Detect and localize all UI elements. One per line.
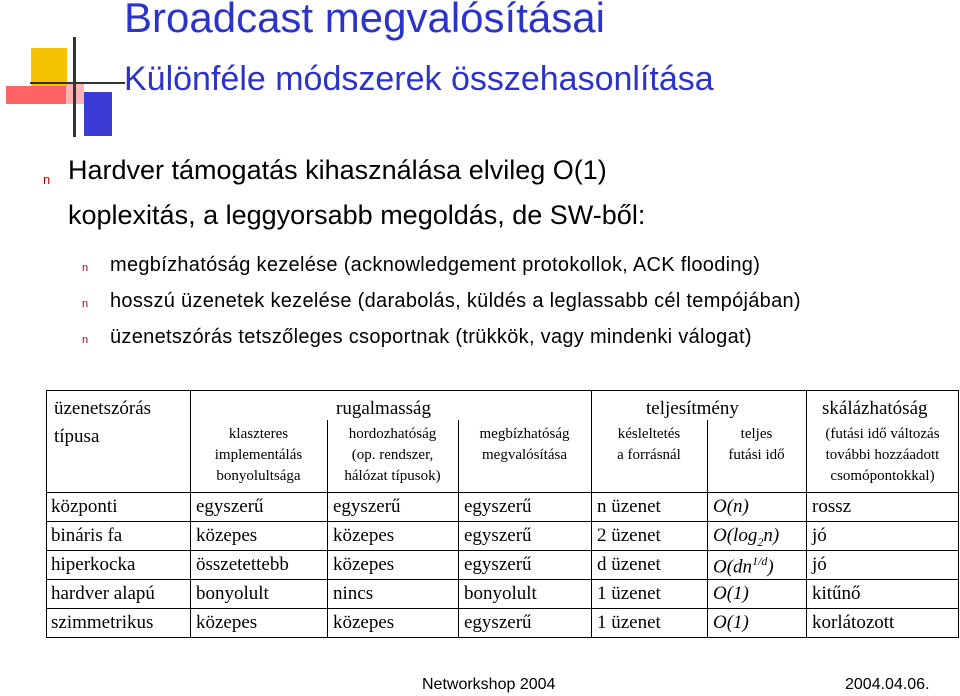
cell-skala: jó: [812, 525, 827, 546]
table-rule: [46, 608, 959, 609]
sub-header-line: késleltetés: [617, 426, 681, 442]
cell-hordozhatosag: egyszerű: [333, 496, 401, 517]
cell-megbizhatosag: egyszerű: [464, 496, 532, 517]
sub-header-line: további hozzáadott: [825, 447, 940, 463]
sub-header-line: megbízhatóság: [479, 426, 570, 442]
table-rule-top: [46, 390, 959, 391]
sub-point: hosszú üzenetek kezelése (darabolás, küldés a leglassabb cél tempójában): [110, 290, 801, 312]
cell-megbizhatosag: bonyolult: [464, 583, 537, 604]
sub-header-line: teljes: [740, 426, 773, 442]
logo-vertical-line: [73, 37, 76, 137]
futasi-end: n): [763, 525, 780, 546]
cell-kesleltetes: 2 üzenet: [597, 525, 661, 546]
table-rule-bottom: [46, 637, 959, 638]
table-rule: [46, 550, 959, 551]
cell-hordozhatosag: közepes: [333, 554, 395, 575]
cell-kesleltetes: 1 üzenet: [597, 612, 661, 633]
comparison-table: [46, 390, 959, 638]
sub-header-line: csomópontokkal): [830, 468, 935, 484]
futasi-end: ): [767, 556, 774, 578]
table-rule-header: [46, 492, 959, 493]
cell-skala: rossz: [812, 496, 852, 517]
cell-megbizhatosag: egyszerű: [464, 525, 532, 546]
sub-header-line: a forrásnál: [617, 447, 681, 463]
sub-point: üzenetszórás tetszőleges csoportnak (trükkök, vagy mindenki válogat): [110, 326, 752, 348]
sub-bullet-icon: n: [82, 334, 89, 346]
logo-blue-square: [84, 92, 112, 136]
bullet-icon: n: [43, 172, 51, 187]
cell-kesleltetes: n üzenet: [597, 496, 661, 517]
sub-point: megbízhatóság kezelése (acknowledgement protokollok, ACK flooding): [110, 254, 761, 276]
sub-header-line: hordozhatóság: [348, 426, 437, 442]
sub-header-line: implementálás: [214, 447, 303, 463]
footer-date: 2004.04.06.: [845, 676, 930, 693]
cell-type: szimmetrikus: [51, 612, 154, 633]
logo-horizontal-line: [30, 82, 125, 84]
main-point-line2: koplexitás, a leggyorsabb megoldás, de SW-ből:: [68, 200, 646, 230]
cell-klaszteres: közepes: [196, 525, 258, 546]
cell-klaszteres: közepes: [196, 612, 258, 633]
sub-header-teljes: [707, 424, 806, 466]
sub-header-megbizhatosag: [458, 424, 591, 466]
logo-yellow-square: [31, 48, 67, 86]
cell-type: központi: [51, 496, 118, 517]
cell-klaszteres: egyszerű: [196, 496, 264, 517]
sub-header-line: klaszteres: [228, 426, 289, 442]
cell-kesleltetes: 1 üzenet: [597, 583, 661, 604]
sub-header-line: futási idő: [728, 447, 785, 463]
sub-header-line: hálózat típusok): [344, 468, 441, 484]
group-header-teljesitmeny: teljesítmény: [646, 398, 739, 419]
sub-header-line: (op. rendszer,: [351, 447, 434, 463]
futasi-main: O(dn: [713, 556, 753, 578]
table-rule: [46, 521, 959, 522]
slide-subtitle: Különféle módszerek összehasonlítása: [124, 60, 714, 98]
sub-bullet-icon: n: [82, 262, 89, 274]
cell-kesleltetes: d üzenet: [597, 554, 661, 575]
cell-hordozhatosag: nincs: [333, 583, 374, 604]
sub-header-line: bonyolultsága: [216, 468, 301, 484]
col-header-type-line1: üzenetszórás: [54, 398, 152, 419]
cell-futasi: [713, 554, 774, 578]
cell-type: bináris fa: [51, 525, 123, 546]
cell-futasi: O(n): [713, 496, 749, 517]
cell-futasi: [713, 525, 779, 550]
cell-skala: korlátozott: [812, 612, 895, 633]
col-header-type-line2: típusa: [54, 426, 100, 447]
footer-event: Networkshop 2004: [422, 676, 556, 693]
cell-skala: jó: [812, 554, 827, 575]
futasi-main: O(log: [713, 525, 758, 546]
cell-futasi: O(1): [713, 612, 749, 633]
futasi-superscript: 1/d: [752, 554, 768, 568]
sub-header-hordozhatosag: [327, 424, 458, 487]
group-header-rugalmassag: rugalmasság: [336, 398, 431, 419]
cell-megbizhatosag: egyszerű: [464, 612, 532, 633]
main-point-line1: Hardver támogatás kihasználása elvileg O(1): [68, 155, 607, 185]
slide-title: Broadcast megvalósításai: [124, 0, 605, 41]
table-vrule: [46, 390, 47, 638]
logo-red-bar: [6, 86, 66, 104]
cell-klaszteres: bonyolult: [196, 583, 269, 604]
cell-megbizhatosag: egyszerű: [464, 554, 532, 575]
cell-klaszteres: összetettebb: [196, 554, 289, 575]
cell-hordozhatosag: közepes: [333, 525, 395, 546]
sub-header-skala-note: [806, 424, 959, 487]
cell-futasi: O(1): [713, 583, 749, 604]
sub-header-kesleltetes: [591, 424, 707, 466]
sub-bullet-icon: n: [82, 298, 89, 310]
cell-type: hiperkocka: [51, 554, 136, 575]
sub-header-line: (futási idő változás: [825, 426, 940, 442]
cell-skala: kitűnő: [812, 583, 861, 604]
sub-header-klaszteres: [190, 424, 327, 487]
futasi-subscript: 2: [757, 534, 764, 549]
cell-hordozhatosag: közepes: [333, 612, 395, 633]
cell-type: hardver alapú: [51, 583, 155, 604]
table-rule: [46, 579, 959, 580]
sub-header-line: megvalósítása: [482, 447, 567, 463]
group-header-skalazhatosag: skálázhatóság: [822, 398, 928, 419]
